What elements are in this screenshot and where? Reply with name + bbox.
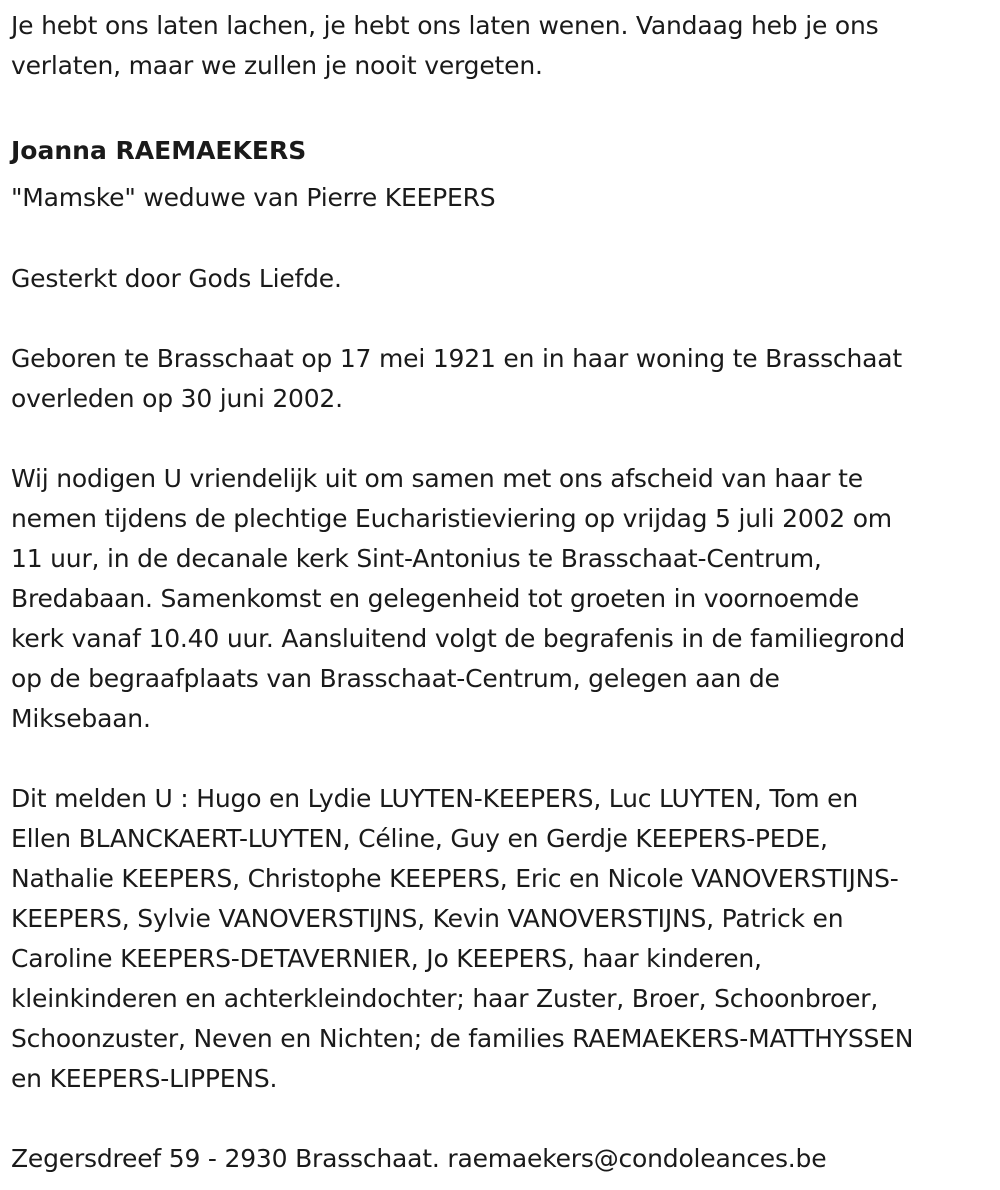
- invitation-line: op de begraafplaats van Brasschaat-Centrum, gelegen aan de: [11, 664, 780, 693]
- spacer: [11, 739, 991, 779]
- subtitle: "Mamske" weduwe van Pierre KEEPERS: [11, 183, 496, 212]
- epigraph: [11, 6, 991, 86]
- invitation-line: kerk vanaf 10.40 uur. Aansluitend volgt de begrafenis in de familiegrond: [11, 624, 905, 653]
- spacer: [11, 419, 991, 459]
- invitation-line: Wij nodigen U vriendelijk uit om samen met ons afscheid van haar te: [11, 464, 863, 493]
- family-line: Caroline KEEPERS-DETAVERNIER, Jo KEEPERS, haar kinderen,: [11, 944, 762, 973]
- spacer: [11, 1099, 991, 1139]
- family-line: Ellen BLANCKAERT-LUYTEN, Céline, Guy en Gerdje KEEPERS-PEDE,: [11, 824, 828, 853]
- spacer: [11, 299, 991, 339]
- epigraph-line: Je hebt ons laten lachen, je hebt ons laten wenen. Vandaag heb je ons: [11, 11, 879, 40]
- invitation-line: Miksebaan.: [11, 704, 151, 733]
- spacer: [11, 218, 991, 258]
- family-line: KEEPERS, Sylvie VANOVERSTIJNS, Kevin VANOVERSTIJNS, Patrick en: [11, 904, 844, 933]
- epigraph-line: verlaten, maar we zullen je nooit vergeten.: [11, 51, 543, 80]
- family-line: Dit melden U : Hugo en Lydie LUYTEN-KEEPERS, Luc LUYTEN, Tom en: [11, 784, 858, 813]
- spacer: [11, 86, 991, 126]
- invitation-line: 11 uur, in de decanale kerk Sint-Antonius te Brasschaat-Centrum,: [11, 544, 822, 573]
- deceased-name: Joanna RAEMAEKERS: [11, 136, 307, 165]
- birth-death: [11, 339, 991, 419]
- birth-death-line: overleden op 30 juni 2002.: [11, 384, 343, 413]
- faith-line: Gesterkt door Gods Liefde.: [11, 264, 342, 293]
- invitation-line: nemen tijdens de plechtige Eucharistieviering op vrijdag 5 juli 2002 om: [11, 504, 892, 533]
- address-line: Zegersdreef 59 - 2930 Brasschaat. raemaekers@condoleances.be: [11, 1144, 827, 1173]
- birth-death-line: Geboren te Brasschaat op 17 mei 1921 en in haar woning te Brasschaat: [11, 344, 902, 373]
- family-line: en KEEPERS-LIPPENS.: [11, 1064, 278, 1093]
- invitation-line: Bredabaan. Samenkomst en gelegenheid tot groeten in voornoemde: [11, 584, 860, 613]
- family-announcement: [11, 779, 991, 1099]
- family-line: Schoonzuster, Neven en Nichten; de families RAEMAEKERS-MATTHYSSEN: [11, 1024, 914, 1053]
- obituary-notice: [11, 0, 991, 1179]
- family-line: Nathalie KEEPERS, Christophe KEEPERS, Eric en Nicole VANOVERSTIJNS-: [11, 864, 899, 893]
- invitation: [11, 459, 991, 739]
- family-line: kleinkinderen en achterkleindochter; haar Zuster, Broer, Schoonbroer,: [11, 984, 879, 1013]
